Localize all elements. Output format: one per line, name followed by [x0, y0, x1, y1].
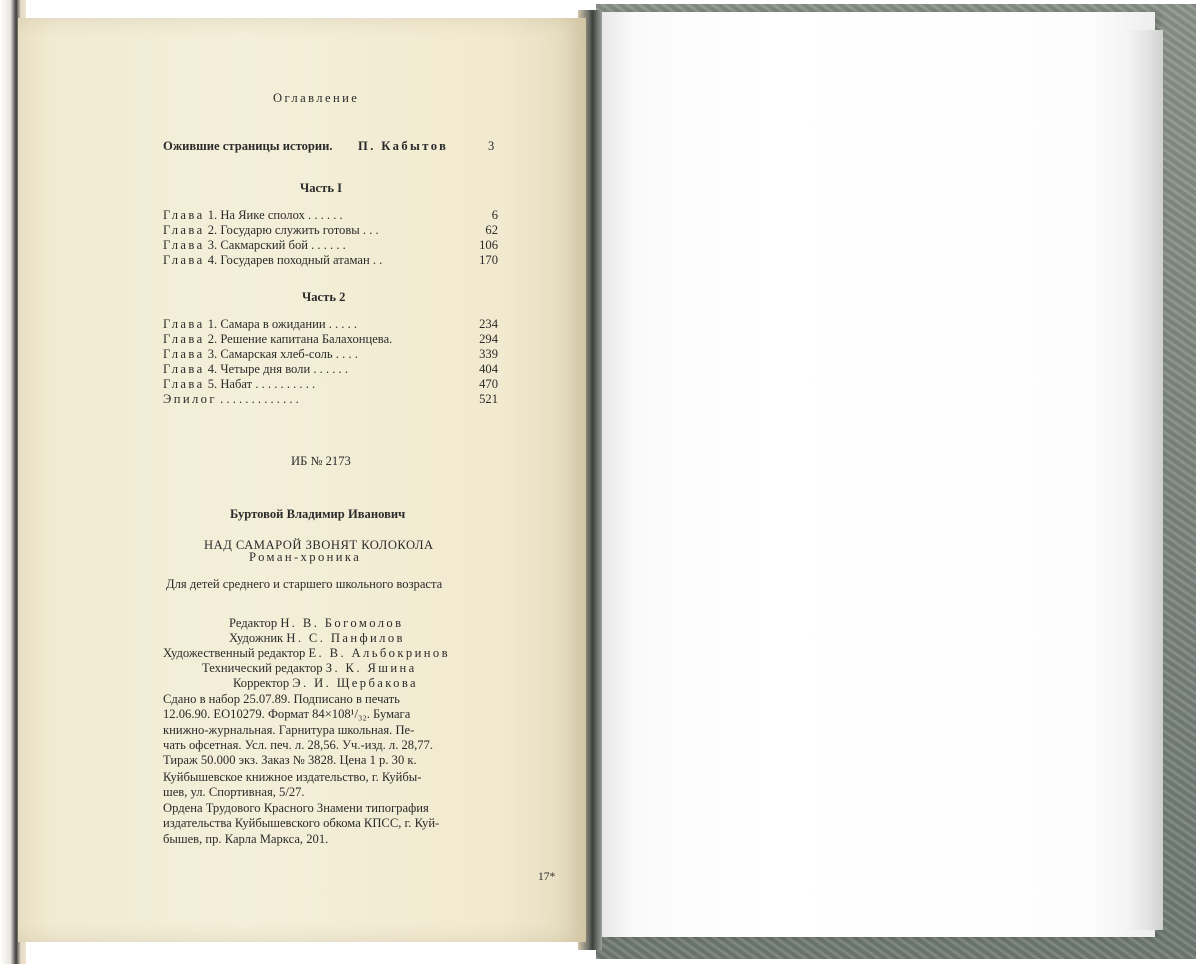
- toc-row: [163, 223, 498, 238]
- toc-row-text: 3. Самарская хлеб-соль . . . .: [207, 347, 358, 361]
- toc-intro-author: П. Кабытов: [358, 139, 449, 153]
- credit-line: [233, 676, 418, 691]
- credit-line: [163, 646, 450, 661]
- credit-name: Е. В. Альбокринов: [308, 646, 450, 660]
- toc-row-page: 6: [491, 208, 498, 222]
- credit-line: [202, 661, 417, 676]
- toc-row-prefix: Глава: [163, 362, 205, 376]
- toc-row-text: 1. На Яике сполох . . . . . .: [207, 208, 343, 222]
- print-info-line: 12.06.90. ЕО10279. Формат 84×108¹/₃₂. Бумага: [163, 707, 411, 722]
- printer-line: Ордена Трудового Красного Знамени типография: [163, 801, 429, 815]
- toc-row-prefix: Глава: [163, 377, 205, 391]
- book-title: НАД САМАРОЙ ЗВОНЯТ КОЛОКОЛА: [204, 538, 434, 552]
- toc-row: [163, 347, 498, 362]
- book-genre: Роман-хроника: [249, 550, 362, 564]
- credit-role: Художественный редактор: [163, 646, 306, 660]
- toc-row: [163, 208, 498, 223]
- print-info-line: Сдано в набор 25.07.89. Подписано в печать: [163, 692, 400, 706]
- credit-name: Н. С. Панфилов: [286, 631, 405, 645]
- ib-number: ИБ № 2173: [291, 454, 351, 468]
- print-info-line: Тираж 50.000 экз. Заказ № 3828. Цена 1 р. 30 к.: [163, 753, 417, 768]
- credit-role: Редактор: [229, 616, 278, 630]
- toc-row-prefix: Эпилог: [163, 392, 217, 406]
- credit-name: Э. И. Щербакова: [292, 676, 419, 690]
- toc-intro-title: Ожившие страницы истории.: [163, 139, 333, 153]
- publisher-line: шев, ул. Спортивная, 5/27.: [163, 785, 305, 800]
- toc-row-prefix: Глава: [163, 317, 205, 331]
- toc-row-prefix: Глава: [163, 238, 205, 252]
- credit-line: [229, 616, 403, 631]
- credit-name: Н. В. Богомолов: [280, 616, 404, 630]
- toc-row: [163, 392, 498, 407]
- toc-row-page: 234: [479, 317, 498, 331]
- book-author: Буртовой Владимир Иванович: [230, 507, 406, 521]
- toc-row-text: 5. Набат . . . . . . . . . .: [207, 377, 316, 391]
- toc-row: [163, 362, 498, 377]
- printer-line: бышев, пр. Карла Маркса, 201.: [163, 831, 329, 846]
- signature-mark: 17*: [538, 871, 556, 883]
- toc-row-page: 294: [479, 332, 498, 346]
- toc-row-prefix: Глава: [163, 208, 205, 222]
- credit-line: [229, 631, 405, 646]
- toc-row-text: . . . . . . . . . . . . .: [220, 392, 299, 406]
- printer-line: издательства Куйбышевского обкома КПСС, г. Куй-: [163, 816, 440, 831]
- credit-role: Корректор: [233, 676, 290, 690]
- printer-info: [163, 801, 498, 847]
- credit-name: З. К. Яшина: [325, 661, 417, 675]
- part-2-title: Часть 2: [302, 290, 346, 304]
- publisher-info: [163, 770, 498, 801]
- toc-row-prefix: Глава: [163, 223, 205, 237]
- toc-row-text: 4. Государев походный атаман . .: [207, 253, 383, 267]
- toc-row-page: 170: [479, 253, 498, 267]
- toc-row-text: 1. Самара в ожидании . . . . .: [207, 317, 358, 331]
- credit-role: Технический редактор: [202, 661, 323, 675]
- toc-row-text: 4. Четыре дня воли . . . . . .: [207, 362, 348, 376]
- toc-row-text: 3. Сакмарский бой . . . . . .: [207, 238, 346, 252]
- toc-row: [163, 317, 498, 332]
- publisher-line: Куйбышевское книжное издательство, г. Куйбы-: [163, 770, 422, 784]
- toc-row-page: 404: [479, 362, 498, 376]
- print-info-line: чать офсетная. Усл. печ. л. 28,56. Уч.-изд. л. 28,77.: [163, 737, 433, 752]
- print-info: [163, 692, 498, 768]
- toc-row-text: 2. Государю служить готовы . . .: [207, 223, 379, 237]
- print-info-line: книжно-журнальная. Гарнитура школьная. Пе-: [163, 722, 415, 737]
- toc-row-text: 2. Решение капитана Балахонцева.: [207, 332, 393, 346]
- toc-row-page: 339: [479, 347, 498, 361]
- toc-row: [163, 238, 498, 253]
- endpaper-page: [600, 12, 1155, 937]
- toc-row: [163, 332, 498, 347]
- toc-row-page: 470: [479, 377, 498, 391]
- toc-row: [163, 377, 498, 392]
- toc-row-page: 106: [479, 238, 498, 252]
- book-audience: Для детей среднего и старшего школьного возраста: [166, 577, 443, 591]
- toc-row-page: 521: [479, 392, 498, 406]
- toc-row-page: 62: [485, 223, 498, 237]
- toc-row-prefix: Глава: [163, 347, 205, 361]
- part-1-title: Часть I: [300, 181, 343, 195]
- toc-intro-page: 3: [488, 139, 495, 153]
- credit-role: Художник: [229, 631, 284, 645]
- endpaper-edge: [1125, 30, 1163, 930]
- toc-heading: Оглавление: [273, 91, 360, 105]
- toc-row-prefix: Глава: [163, 253, 205, 267]
- toc-row: [163, 253, 498, 268]
- toc-row-prefix: Глава: [163, 332, 205, 346]
